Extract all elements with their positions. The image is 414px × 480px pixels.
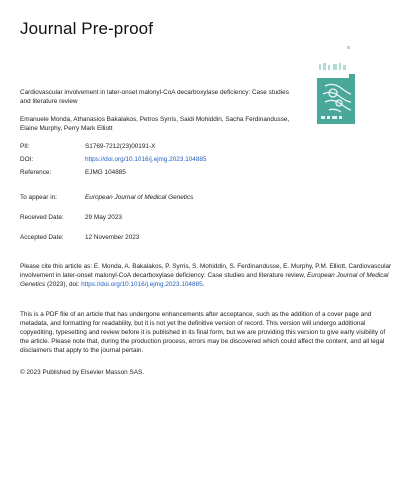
citation-suffix: . (202, 281, 205, 288)
copyright-notice: © 2023 Published by Elsevier Masson SAS. (20, 369, 145, 376)
appear-in-label: To appear in: (20, 194, 57, 201)
citation-middle: (2023), doi: (45, 281, 82, 288)
accepted-date-value: 12 November 2023 (85, 234, 140, 241)
citation-doi-link[interactable]: https://doi.org/10.1016/j.ejmg.2023.104885 (81, 281, 203, 288)
appear-in-value: European Journal of Medical Genetics (85, 194, 194, 201)
received-date-value: 29 May 2023 (85, 214, 122, 221)
journal-title: Journal Pre-proof (20, 19, 154, 38)
article-title: Cardiovascular involvement in later-onset malonyl-CoA decarboxylase deficiency: Case studies and literature review (20, 89, 289, 105)
accepted-date-label: Accepted Date: (20, 234, 64, 241)
reference-value: EJMG 104885 (85, 169, 126, 176)
reference-label: Reference: (20, 169, 52, 176)
author-list: Emanuele Monda, Athanasios Bakalakos, Petros Syrris, Saidi Mohiddin, Sacha Ferdinandusse, Elaine Murphy, Perry Mark Elliott (20, 116, 290, 132)
disclaimer-paragraph: This is a PDF file of an article that has undergone enhancements after acceptance, such as the addition of a cover page and metadata, and formatting for readability, but it is not yet the definitive version of record. This version will undergo additional copyediting, typesetting and review before it is published in its final form, but we are providing this version to give early visibility of the article. Please note that, during the production process, errors may be discovered which could affect the content, and all legal disclaimers that apply to the journal pertain. (20, 311, 386, 354)
doi-link[interactable]: https://doi.org/10.1016/j.ejmg.2023.104885 (85, 156, 207, 163)
pii-label: PII: (20, 143, 30, 150)
citation-prefix: Please cite this article as: E. Monda, A. Bakalakos, P. Syrris, S. Mohiddin, S. Ferdinandusse, E. Murphy, P.M. Elliott, Cardiovascular involvement in later-onset malonyl-CoA decarboxylase deficiency: Case studies and literature review, (20, 263, 392, 279)
received-date-label: Received Date: (20, 214, 64, 221)
citation-journal: European Journal of Medical Genetics (20, 272, 389, 288)
doi-label: DOI: (20, 156, 34, 163)
pii-value: S1769-7212(23)00191-X (85, 143, 156, 150)
citation-paragraph (20, 262, 394, 289)
journal-cover-logo-icon (311, 46, 355, 128)
